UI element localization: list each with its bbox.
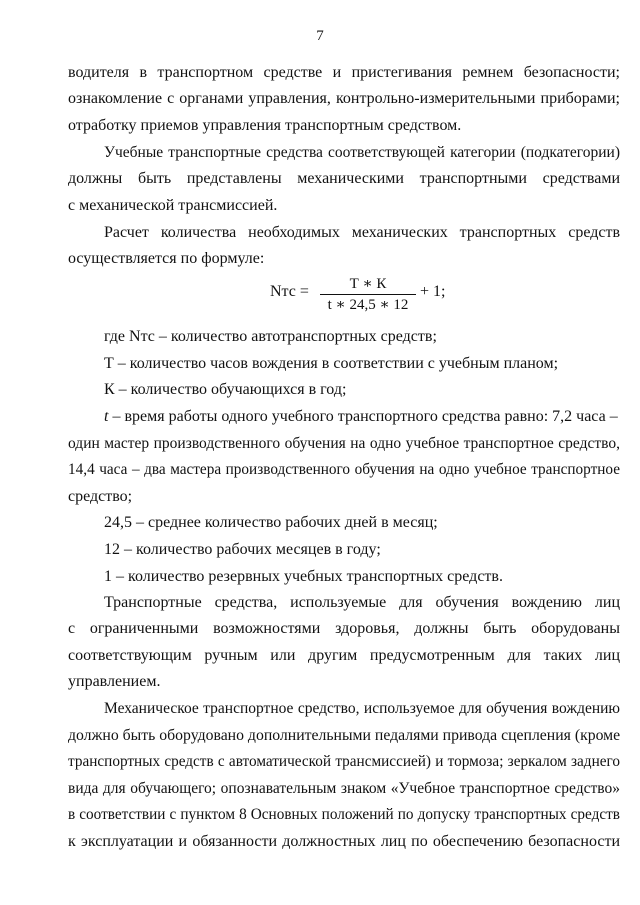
definition-line: Т – количество часов вождения в соответствии с учебным планом; — [104, 355, 559, 372]
text-line: вида для обучающего; опознавательным знаком «Учебное транспортное средство» — [68, 780, 620, 797]
t-symbol: t – — [104, 408, 121, 425]
text-line: средство; — [68, 488, 133, 505]
fraction-bar — [320, 294, 416, 295]
text-line: соответствующим ручным или другим предусмотренным для таких лиц — [68, 647, 620, 664]
text-line: отработку приемов управления транспортным средством. — [68, 117, 462, 134]
formula — [0, 275, 640, 315]
formula-right: + 1; — [420, 283, 446, 300]
definition-line: 24,5 – среднее количество рабочих дней в месяц; — [104, 514, 438, 531]
t-definition: время работы одного учебного транспортного средства равно: 7,2 часа – — [120, 408, 618, 425]
formula-left: Nтс = — [270, 283, 309, 300]
formula-numerator: Т ∗ К — [349, 276, 387, 292]
text-line: к эксплуатации и обязанности должностных лиц по обеспечению безопасности — [68, 833, 620, 850]
paragraph-line: Расчет количества необходимых механических транспортных средств — [104, 224, 620, 241]
text-line: с ограниченными возможностями здоровья, должны быть оборудованы — [68, 620, 620, 637]
text-line: водителя в транспортном средстве и пристегивания ремнем безопасности; — [68, 64, 620, 81]
paragraph-line: Транспортные средства, используемые для обучения вождению лиц — [104, 594, 620, 611]
text-line: управлением. — [68, 673, 161, 690]
paragraph-line: Учебные транспортные средства соответствующей категории (подкатегории) — [104, 144, 620, 161]
definition-line: 1 – количество резервных учебных транспортных средств. — [104, 568, 503, 585]
text-line: осуществляется по формуле: — [68, 250, 265, 267]
definition-line: где Nтс – количество автотранспортных средств; — [104, 328, 437, 345]
definition-line: 12 – количество рабочих месяцев в году; — [104, 541, 381, 558]
formula-fraction — [320, 275, 416, 314]
definition-line: К – количество обучающихся в год; — [104, 381, 347, 398]
text-line: должны быть представлены механическими транспортными средствами — [68, 170, 620, 187]
paragraph-line: Механическое транспортное средство, используемое для обучения вождению — [104, 700, 620, 717]
text-line: транспортных средств с автоматической трансмиссией) и тормоза; зеркалом заднего — [68, 753, 620, 770]
text-line: в соответствии с пунктом 8 Основных положений по допуску транспортных средств — [68, 806, 620, 823]
text-line: должно быть оборудовано дополнительными педалями привода сцепления (кроме — [68, 727, 621, 744]
text-line: ознакомление с органами управления, контрольно-измерительными приборами; — [68, 90, 620, 107]
text-line: один мастер производственного обучения на одно учебное транспортное средство, — [68, 435, 620, 452]
text-line: с механической трансмиссией. — [68, 197, 278, 214]
text-line: 14,4 часа – два мастера производственного обучения на одно учебное транспортное — [68, 461, 620, 478]
formula-denominator: t ∗ 24,5 ∗ 12 — [327, 297, 409, 313]
definition-line — [104, 407, 620, 427]
page-number: 7 — [316, 28, 324, 44]
